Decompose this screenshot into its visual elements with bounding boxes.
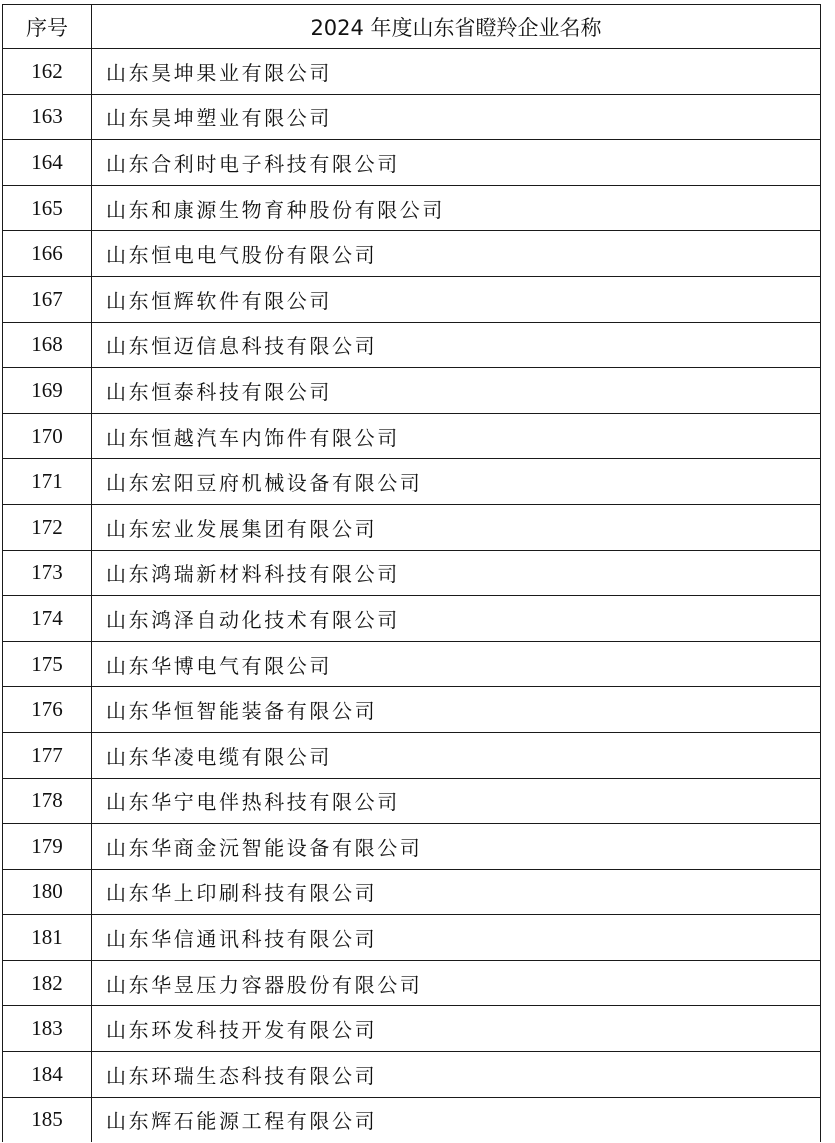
- table-row: [3, 915, 821, 961]
- company-name: 山东宏业发展集团有限公司: [92, 504, 821, 550]
- company-name: 山东华昱压力容器股份有限公司: [92, 960, 821, 1006]
- row-number: 180: [3, 869, 92, 915]
- row-number: 174: [3, 596, 92, 642]
- row-number: 178: [3, 778, 92, 824]
- company-name: 山东华宁电伴热科技有限公司: [92, 778, 821, 824]
- table-row: [3, 1006, 821, 1052]
- company-name: 山东宏阳豆府机械设备有限公司: [92, 459, 821, 505]
- table-row: [3, 504, 821, 550]
- company-name: 山东华商金沅智能设备有限公司: [92, 824, 821, 870]
- company-name: 山东合利时电子科技有限公司: [92, 140, 821, 186]
- row-number: 168: [3, 322, 92, 368]
- company-name: 山东昊坤塑业有限公司: [92, 94, 821, 140]
- table-row: [3, 140, 821, 186]
- row-number: 171: [3, 459, 92, 505]
- row-number: 162: [3, 49, 92, 95]
- row-number: 169: [3, 368, 92, 414]
- table-header-row: [3, 5, 821, 49]
- company-list-table-container: [2, 4, 820, 1142]
- table-row: [3, 1097, 821, 1142]
- company-name: 山东辉石能源工程有限公司: [92, 1097, 821, 1142]
- row-number: 179: [3, 824, 92, 870]
- company-name: 山东环瑞生态科技有限公司: [92, 1052, 821, 1098]
- row-number: 164: [3, 140, 92, 186]
- table-row: [3, 1052, 821, 1098]
- table-row: [3, 550, 821, 596]
- column-header-number: 序号: [3, 5, 92, 49]
- row-number: 183: [3, 1006, 92, 1052]
- company-name: 山东昊坤果业有限公司: [92, 49, 821, 95]
- table-row: [3, 960, 821, 1006]
- table-row: [3, 413, 821, 459]
- table-row: [3, 641, 821, 687]
- table-row: [3, 869, 821, 915]
- table-row: [3, 322, 821, 368]
- company-name: 山东鸿泽自动化技术有限公司: [92, 596, 821, 642]
- row-number: 184: [3, 1052, 92, 1098]
- company-name: 山东恒越汽车内饰件有限公司: [92, 413, 821, 459]
- row-number: 182: [3, 960, 92, 1006]
- row-number: 167: [3, 276, 92, 322]
- company-name: 山东环发科技开发有限公司: [92, 1006, 821, 1052]
- row-number: 181: [3, 915, 92, 961]
- row-number: 172: [3, 504, 92, 550]
- company-name: 山东恒电电气股份有限公司: [92, 231, 821, 277]
- company-name: 山东华信通讯科技有限公司: [92, 915, 821, 961]
- table-row: [3, 596, 821, 642]
- company-name: 山东鸿瑞新材料科技有限公司: [92, 550, 821, 596]
- table-row: [3, 368, 821, 414]
- company-name: 山东恒辉软件有限公司: [92, 276, 821, 322]
- row-number: 163: [3, 94, 92, 140]
- company-list-table: [2, 4, 821, 1142]
- table-row: [3, 732, 821, 778]
- company-name: 山东恒迈信息科技有限公司: [92, 322, 821, 368]
- table-row: [3, 185, 821, 231]
- row-number: 175: [3, 641, 92, 687]
- company-name: 山东华凌电缆有限公司: [92, 732, 821, 778]
- table-row: [3, 231, 821, 277]
- table-row: [3, 687, 821, 733]
- row-number: 185: [3, 1097, 92, 1142]
- table-row: [3, 459, 821, 505]
- company-name: 山东恒泰科技有限公司: [92, 368, 821, 414]
- row-number: 166: [3, 231, 92, 277]
- company-name: 山东华恒智能装备有限公司: [92, 687, 821, 733]
- company-name: 山东华上印刷科技有限公司: [92, 869, 821, 915]
- row-number: 176: [3, 687, 92, 733]
- table-row: [3, 276, 821, 322]
- table-row: [3, 49, 821, 95]
- row-number: 173: [3, 550, 92, 596]
- column-header-company-name: 2024 年度山东省瞪羚企业名称: [92, 5, 821, 49]
- table-row: [3, 94, 821, 140]
- company-name: 山东和康源生物育种股份有限公司: [92, 185, 821, 231]
- table-row: [3, 824, 821, 870]
- row-number: 165: [3, 185, 92, 231]
- row-number: 170: [3, 413, 92, 459]
- company-name: 山东华博电气有限公司: [92, 641, 821, 687]
- row-number: 177: [3, 732, 92, 778]
- table-row: [3, 778, 821, 824]
